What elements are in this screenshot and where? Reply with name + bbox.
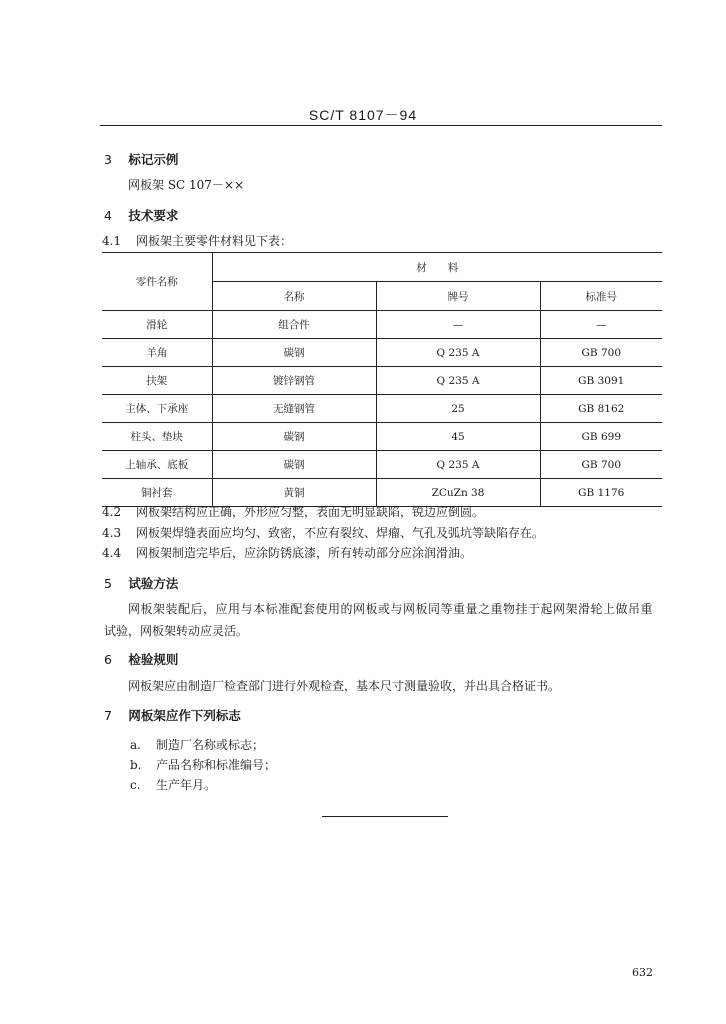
- requirement-4-3: [102, 524, 544, 542]
- cell-standard: GB 8162: [540, 395, 662, 423]
- cell-name: 碳钢: [212, 423, 376, 451]
- cell-name: 黄铜: [212, 479, 376, 507]
- cell-part: 上轴承、底板: [102, 451, 212, 479]
- cell-grade: Q 235 A: [376, 367, 540, 395]
- section-5-number: 5: [104, 576, 112, 591]
- cell-standard: GB 3091: [540, 367, 662, 395]
- section-5-heading: [104, 574, 178, 592]
- col-name: 名称: [212, 282, 376, 311]
- section-7-title: 网板架应作下列标志: [128, 708, 241, 723]
- cell-name: 组合件: [212, 311, 376, 339]
- requirement-4-4: [102, 544, 472, 562]
- cell-name: 碳钢: [212, 339, 376, 367]
- requirement-4-3-number: 4.3: [102, 526, 122, 540]
- cell-name: 镀锌钢管: [212, 367, 376, 395]
- requirement-4-4-number: 4.4: [102, 546, 122, 560]
- cell-grade: 25: [376, 395, 540, 423]
- requirement-4-1-text: 网板架主要零件材料见下表：: [136, 234, 293, 248]
- requirement-4-2-text: 网板架结构应正确，外形应匀整，表面无明显缺陷，锐边应倒圆。: [136, 505, 485, 519]
- cell-part: 羊角: [102, 339, 212, 367]
- table-row: [102, 339, 662, 367]
- table-header-row: [102, 253, 662, 282]
- end-rule: [322, 816, 448, 817]
- section-5-title: 试验方法: [128, 576, 179, 591]
- table-row: [102, 395, 662, 423]
- section-4-title: 技术要求: [128, 208, 179, 223]
- inspection-rules-text: 网板架应由制造厂检查部门进行外观检查，基本尺寸测量验收，并出具合格证书。: [128, 679, 561, 693]
- cell-part: 铜衬套: [102, 479, 212, 507]
- cell-standard: —: [540, 311, 662, 339]
- section-6-heading: [104, 650, 178, 668]
- col-grade: 牌号: [376, 282, 540, 311]
- cell-part: 主体、下承座: [102, 395, 212, 423]
- list-text: 生产年月。: [156, 778, 217, 792]
- section-4-heading: [104, 206, 178, 224]
- header-rule: [100, 125, 662, 126]
- section-7-heading: [104, 706, 241, 724]
- cell-grade: —: [376, 311, 540, 339]
- cell-standard: GB 699: [540, 423, 662, 451]
- cell-standard: GB 1176: [540, 479, 662, 507]
- cell-name: 无缝钢管: [212, 395, 376, 423]
- cell-part: 滑轮: [102, 311, 212, 339]
- test-method-line-1: 网板架装配后，应用与本标准配套使用的网板或与网板同等重量之重物挂于起网架滑轮上做吊重: [128, 602, 654, 616]
- list-item: [130, 756, 276, 773]
- marking-example: 网板架 SC 107－××: [128, 178, 245, 192]
- list-marker: b.: [130, 758, 142, 772]
- table-row: [102, 451, 662, 479]
- cell-part: 扶架: [102, 367, 212, 395]
- cell-name: 碳钢: [212, 451, 376, 479]
- requirement-4-3-text: 网板架焊缝表面应均匀、致密，不应有裂纹、焊瘤、气孔及弧坑等缺陷存在。: [136, 526, 545, 540]
- section-3-title: 标记示例: [128, 152, 179, 167]
- requirement-4-4-text: 网板架制造完毕后，应涂防锈底漆，所有转动部分应涂润滑油。: [136, 546, 473, 560]
- list-item: [130, 736, 264, 753]
- section-4-number: 4: [104, 208, 112, 223]
- section-3-number: 3: [104, 152, 112, 167]
- section-6-number: 6: [104, 652, 112, 667]
- col-part-name: 零件名称: [102, 253, 212, 311]
- table-row: [102, 367, 662, 395]
- cell-grade: Q 235 A: [376, 339, 540, 367]
- standard-code-header: SC/T 8107－94: [308, 107, 418, 123]
- cell-grade: Q 235 A: [376, 451, 540, 479]
- section-7-number: 7: [104, 708, 112, 723]
- test-method-line-2: 试验，网板架转动应灵活。: [104, 624, 249, 638]
- col-standard-no: 标准号: [540, 282, 662, 311]
- list-item: [130, 776, 216, 793]
- section-6-title: 检验规则: [128, 652, 179, 667]
- cell-standard: GB 700: [540, 339, 662, 367]
- table-row: [102, 423, 662, 451]
- list-marker: c.: [130, 778, 141, 792]
- col-material: 材 料: [212, 253, 662, 282]
- requirement-4-1-number: 4.1: [102, 234, 122, 248]
- cell-grade: 45: [376, 423, 540, 451]
- cell-standard: GB 700: [540, 451, 662, 479]
- materials-table: [102, 252, 662, 507]
- list-marker: a.: [130, 738, 141, 752]
- requirement-4-1: [102, 232, 292, 250]
- page-number: 632: [632, 966, 653, 979]
- requirement-4-2-number: 4.2: [102, 505, 122, 519]
- cell-part: 柱头、垫块: [102, 423, 212, 451]
- list-text: 产品名称和标准编号；: [156, 758, 277, 772]
- requirement-4-2: [102, 503, 484, 521]
- table-row: [102, 311, 662, 339]
- cell-grade: ZCuZn 38: [376, 479, 540, 507]
- list-text: 制造厂名称或标志；: [156, 738, 265, 752]
- section-3-heading: [104, 150, 178, 168]
